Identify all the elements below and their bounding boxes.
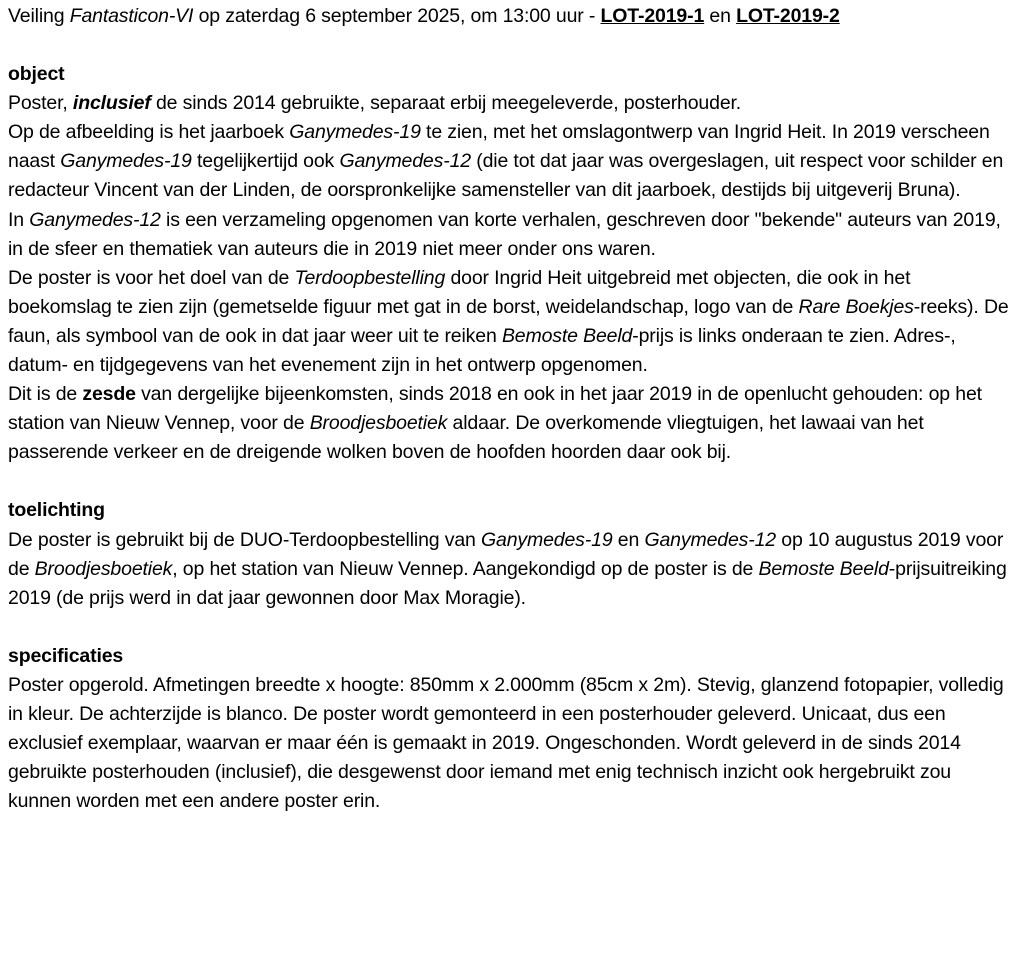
title-ganymedes-12: Ganymedes-12 — [339, 150, 471, 173]
text-run: -prijs is links onderaan te zien. Adres-, datum- en tijdgegevens van het evenement zijn in het ontwerp opgenomen. — [8, 324, 956, 377]
text-run: tegelijkertijd ook — [191, 150, 340, 173]
section-toelichting — [8, 496, 1016, 612]
object-paragraph-3 — [8, 206, 1016, 264]
term-broodjesboetiek: Broodjesboetiek — [309, 412, 448, 435]
object-paragraph-5 — [8, 380, 1016, 467]
title-ganymedes-19: Ganymedes-19 — [481, 528, 613, 551]
object-paragraph-1 — [8, 89, 1016, 118]
section-title-object: object — [8, 63, 65, 86]
emphasis-zesde: zesde — [82, 383, 136, 406]
title-ganymedes-19: Ganymedes-19 — [60, 150, 192, 173]
specificaties-paragraph-1: Poster opgerold. Afmetingen breedte x hoogte: 850mm x 2.000mm (85cm x 2m). Stevig, glanzend fotopapier, volledig in kleur. De achterzijde is blanco. De poster wordt gemonteerd in een posterhouder geleverd. Unicaat, dus een exclusief exemplaar, waarvan er maar één is gemaakt in 2019. Ongeschonden. Wordt geleverd in de sinds 2014 gebruikte posterhouden (inclusief), die desgewenst door iemand met enig technisch inzicht ook hergebruikt zou kunnen worden met een andere poster erin. — [8, 673, 1004, 813]
text-run: , op het station van Nieuw Vennep. Aangekondigd op de poster is de — [172, 557, 759, 580]
object-paragraph-4 — [8, 264, 1016, 380]
text-run: Poster, — [8, 92, 73, 115]
term-rare-boekjes: Rare Boekjes — [798, 295, 914, 318]
text-run: (die tot dat jaar was overgeslagen, uit respect voor schilder en redacteur Vincent van der Linden, de oorspronkelijke samensteller van dit jaarboek, destijds bij uitgeverij Bruna). — [8, 150, 1004, 202]
text-run: Dit is de — [8, 383, 83, 406]
section-title-specificaties: specificaties — [8, 644, 124, 667]
text-run: -reeks). De faun, als symbool van de ook in dat jaar weer uit te reiken — [8, 295, 1009, 347]
text-run: op 10 augustus 2019 voor de — [8, 528, 1004, 580]
event-name: Fantasticon-VI — [69, 5, 194, 27]
text-run: In — [8, 208, 30, 231]
auction-header — [8, 2, 1016, 31]
text-run: aldaar. De overkomende vliegtuigen, het lawaai van het passerende verkeer en de dreigende wolken boven de hoofden hoorden daar ook bij. — [8, 412, 924, 464]
term-terdoopbestelling: Terdoopbestelling — [294, 266, 446, 289]
header-prefix: Veiling — [8, 5, 70, 27]
text-run: door Ingrid Heit uitgebreid met objecten, die ook in het boekomslag te zien zijn (gemetselde figuur met gat in de borst, weidelandschap, logo van de — [8, 266, 911, 318]
section-title-toelichting: toelichting — [8, 499, 105, 522]
text-run: De poster is gebruikt bij de DUO-Terdoopbestelling van — [8, 528, 481, 551]
text-run: en — [612, 528, 645, 551]
emphasis-inclusief: inclusief — [72, 92, 151, 115]
header-date: op zaterdag 6 september 2025, om 13:00 uur - — [193, 5, 601, 27]
text-run: Op de afbeelding is het jaarboek — [8, 121, 290, 144]
text-run: is een verzameling opgenomen van korte verhalen, geschreven door "bekende" auteurs van 2019, in de sfeer en thematiek van auteurs die in 2019 niet meer onder ons waren. — [8, 208, 1001, 260]
toelichting-paragraph-1 — [8, 526, 1016, 613]
title-ganymedes-19: Ganymedes-19 — [289, 121, 421, 144]
text-run: de sinds 2014 gebruikte, separaat erbij meegeleverde, posterhouder. — [150, 92, 742, 115]
term-bemoste-beeld: Bemoste Beeld — [758, 557, 889, 580]
term-bemoste-beeld: Bemoste Beeld — [501, 324, 633, 347]
title-ganymedes-12: Ganymedes-12 — [29, 208, 161, 231]
lot-2019-2-link[interactable]: LOT-2019-2 — [736, 5, 840, 27]
lot-2019-1-link[interactable]: LOT-2019-1 — [600, 5, 705, 27]
section-specificaties — [8, 642, 1016, 817]
text-run: van dergelijke bijeenkomsten, sinds 2018 en ook in het jaar 2019 in de openlucht gehouden: op het station van Nieuw Vennep, voor de — [8, 383, 982, 435]
text-run: te zien, met het omslagontwerp van Ingrid Heit. In 2019 verscheen naast — [8, 121, 990, 173]
text-run: De poster is voor het doel van de — [8, 266, 295, 289]
term-broodjesboetiek: Broodjesboetiek — [34, 557, 173, 580]
header-joiner: en — [704, 5, 737, 27]
section-object — [8, 60, 1016, 467]
text-run: -prijsuitreiking 2019 (de prijs werd in dat jaar gewonnen door Max Moragie). — [8, 557, 1007, 609]
object-paragraph-2 — [8, 118, 1016, 205]
title-ganymedes-12: Ganymedes-12 — [644, 528, 776, 551]
